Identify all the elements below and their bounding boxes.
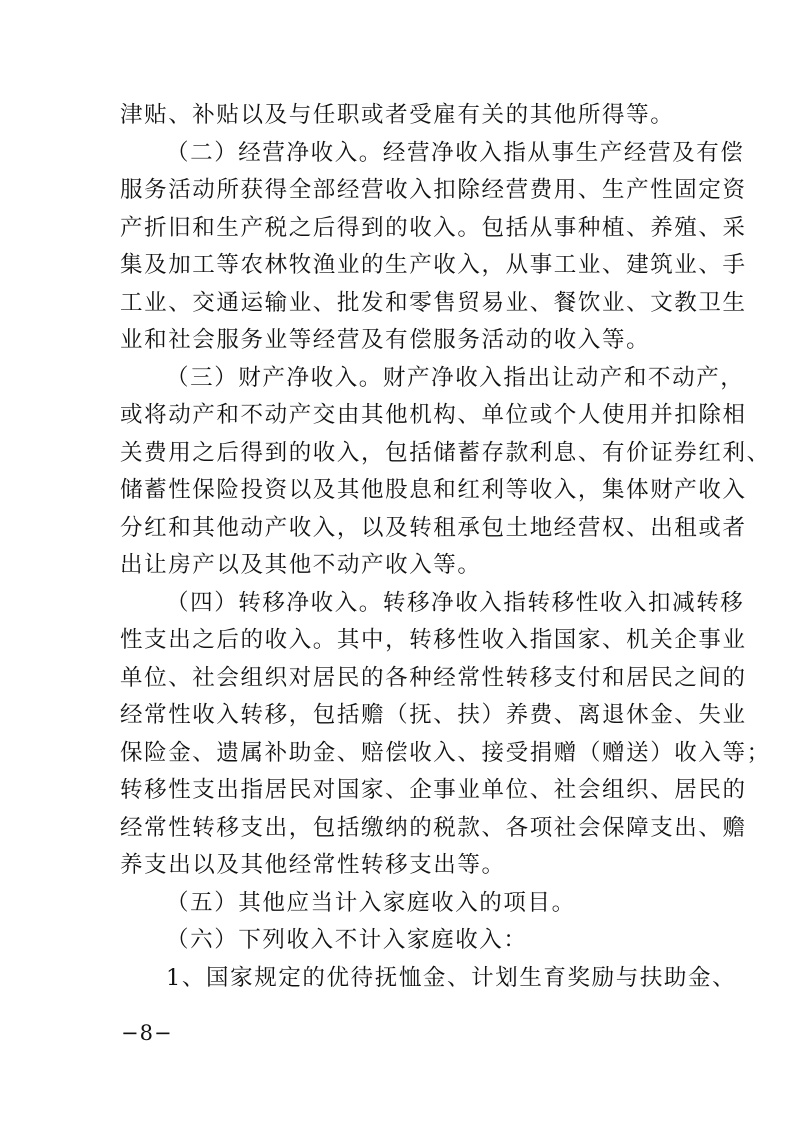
text-line: 储蓄性保险投资以及其他股息和红利等收入，集体财产收入 [120,477,747,503]
page-number: −8− [121,1021,173,1045]
text-line: 经常性转移支出，包括缴纳的税款、各项社会保障支出、赡 [120,815,747,841]
text-line: 性支出之后的收入。其中，转移性收入指国家、机关企事业 [120,627,747,653]
list-item-line: 1、国家规定的优待抚恤金、计划生育奖励与扶助金、 [166,965,737,991]
text-line: 出让房产以及其他不动产收入等。 [120,552,482,578]
text-line: 产折旧和生产税之后得到的收入。包括从事种植、养殖、采 [120,215,747,241]
text-line: 养支出以及其他经常性转移支出等。 [120,852,506,878]
text-line: 关费用之后得到的收入，包括储蓄存款利息、有价证券红利、 [120,440,771,466]
text-line: 或将动产和不动产交由其他机构、单位或个人使用并扣除相 [120,402,747,428]
text-line: 津贴、补贴以及与任职或者受雇有关的其他所得等。 [120,102,675,128]
text-line: 集及加工等农林牧渔业的生产收入，从事工业、建筑业、手 [120,252,747,278]
text-line: 经常性收入转移，包括赡（抚、扶）养费、离退休金、失业 [120,702,747,728]
section-heading-line: （四）转移净收入。转移净收入指转移性收入扣减转移 [166,590,745,616]
text-line: 保险金、遗属补助金、赔偿收入、接受捐赠（赠送）收入等； [120,740,771,766]
text-line: 转移性支出指居民对国家、企事业单位、社会组织、居民的 [120,777,747,803]
text-line: 分红和其他动产收入，以及转租承包土地经营权、出租或者 [120,515,747,541]
section-heading-line: （二）经营净收入。经营净收入指从事生产经营及有偿 [166,140,745,166]
text-line: 单位、社会组织对居民的各种经常性转移支付和居民之间的 [120,665,747,691]
section-heading-line: （五）其他应当计入家庭收入的项目。 [166,890,576,916]
section-heading-line: （三）财产净收入。财产净收入指出让动产和不动产， [166,365,745,391]
text-line: 工业、交通运输业、批发和零售贸易业、餐饮业、文教卫生 [120,290,747,316]
section-heading-line: （六）下列收入不计入家庭收入： [166,927,528,953]
text-line: 服务活动所获得全部经营收入扣除经营费用、生产性固定资 [120,177,747,203]
text-line: 业和社会服务业等经营及有偿服务活动的收入等。 [120,327,651,353]
